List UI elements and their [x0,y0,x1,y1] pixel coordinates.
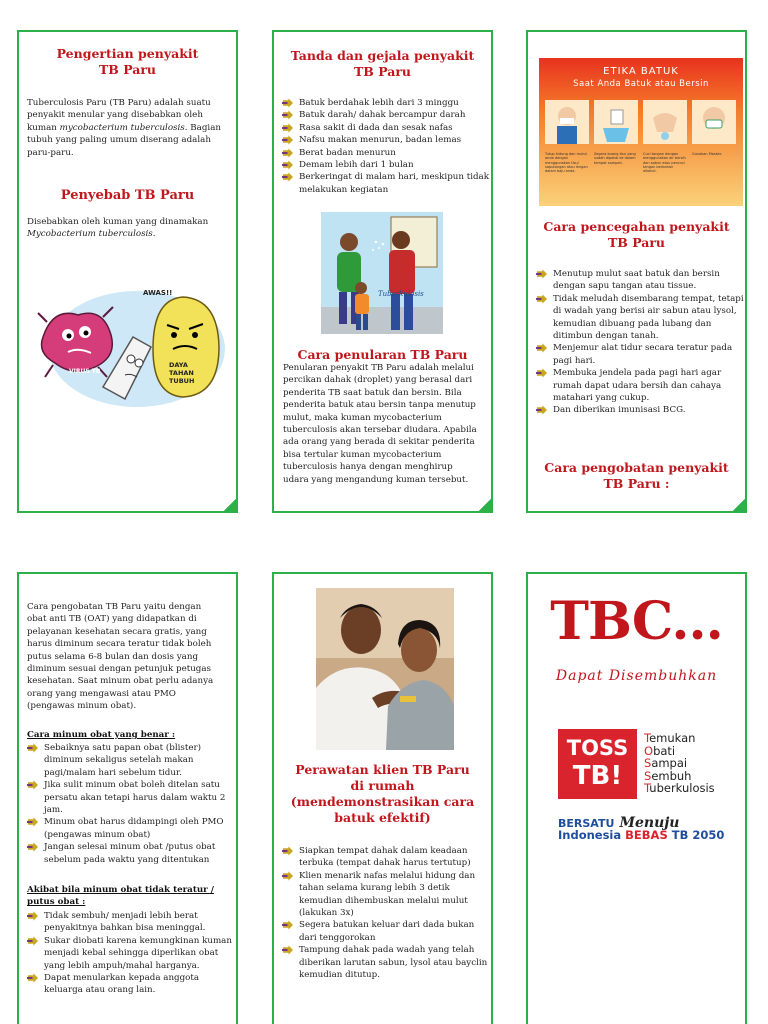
symptom-text: Demam lebih dari 1 bulan [299,160,414,171]
acronym-initial: S [644,768,652,783]
panel-cover [526,572,747,1024]
treatment-line: diminum sesuai dengan petunjuk petugas [27,664,211,675]
symptoms-title-line1: Tanda dan gejala penyakit [290,48,475,63]
symptom-text: Batuk darah/ dahak bercampur darah [299,110,466,121]
toss-acronym [644,732,715,795]
transmission-line: percikan dahak (droplet) yang berasal dari [283,375,473,386]
definition-title-line2: TB Paru [98,62,157,77]
nurse-demonstration-photo [316,588,454,750]
home-care-title [274,762,491,826]
symptom-text: Berkeringat di malam hari, meskipun tidak melakukan kegiatan [299,172,489,195]
logo-toss: TOSS [566,736,629,760]
prevention-title-line1: Cara pencegahan penyakit [543,219,730,234]
list-item [280,122,490,134]
definition-text [27,97,237,159]
treatment-line: pelayanan kesehatan secara gratis, yang [27,626,207,637]
acronym-rest: uberkulosis [649,781,715,796]
symptom-text: Rasa sakit di dada dan sesak nafas [299,122,453,133]
home-care-title-line1: Perawatan klien TB Paru [295,762,470,777]
acronym-initial: O [644,743,654,758]
effect-text: Tidak sembuh/ menjadi lebih berat penyakitnya bahkan bisa meninggal. [44,911,206,934]
bullet-arrow-icon [27,842,38,852]
definition-text-part: kuman [27,122,60,133]
bullet-arrow-icon [282,123,293,133]
tagline-bebas: BEBAS [625,828,668,842]
prevention-text: Dan diberikan imunisasi BCG. [553,405,686,416]
list-item [280,944,490,981]
transmission-title: Cara penularan TB Paru [297,347,468,362]
bullet-arrow-icon [282,148,293,158]
treatment-title [528,460,745,492]
list-item [534,404,744,416]
transmission-line: bisa tertular kuman mycobacterium [283,449,442,460]
list-item [534,293,744,343]
pathogen-name: mycobacterium tuberculosis [59,122,185,133]
list-item [25,972,235,997]
list-item [534,342,744,367]
cause-text [27,216,237,241]
cause-title: Penyebab TB Paru [60,188,195,203]
prevention-text: Menutup mulut saat batuk dan bersin dengan sapu tangan atau tissue. [553,269,720,292]
bullet-arrow-icon [536,294,547,304]
bullet-arrow-icon [27,973,38,983]
coughing-family-illustration [321,212,443,334]
list-item [280,919,490,944]
panel-prevention [526,30,747,513]
cause-line [27,228,237,240]
treatment-line: harus diminum secara teratur tidak boleh [27,639,212,650]
prevention-text: Tidak meludah disembarang tempat, tetapi di wadah yang berisi air sabun atau lysol, kemudian dibuang pada lubang dan ditimbun dengan tanah. [553,293,744,342]
step-text: Klien menarik nafas melalui hidung dan tahan selama kurang lebih 3 detik kemudian dihembuskan melalui mulut (lakukan 3x) [299,870,476,919]
definition-line: Tuberculosis Paru (TB Paru) adalah suatu [27,98,211,108]
poster-illustrations [543,98,739,148]
virus-label: VIRUS TB [69,368,101,375]
acronym-rest: bati [653,743,676,758]
acronym-rest: ampai [651,756,688,771]
panel-treatment [17,572,238,1024]
treatment-line: orang yang mengawasi atau PMO [27,688,176,699]
poster-caption: Gunakan Masker. [692,152,723,156]
immunity-label-1: DAYA [169,361,188,369]
immunity-label-2: TAHAN [169,369,194,377]
cause-pathogen: Mycobacterium tuberculosis. [27,229,156,240]
bullet-arrow-icon [536,368,547,378]
definition-line: penyakit menular yang disebabkan oleh [27,110,203,121]
cough-etiquette-poster [539,58,743,206]
howto-text: Minum obat harus didampingi oleh PMO (pengawas minum obat) [44,817,224,840]
prevention-text: Membuka jendela pada pagi hari agar rumah dapat udara bersih dan cahaya matahari yang cukup. [553,368,722,404]
illustration-label: Tuberkulosis [378,290,424,298]
acronym-initial: T [644,781,650,796]
howto-text: Jangan selesai minum obat /putus obat sebelum pada waktu yang ditentukan [44,842,216,865]
step-text: Tampung dahak pada wadah yang telah diberikan larutan sabun, lysol atau bayclin kemudian ditutup. [299,945,488,981]
toss-logo-block [558,729,637,799]
effect-title [27,884,237,909]
treatment-line: obat anti TB (OAT) yang didapatkan di [27,614,197,625]
panel-symptoms [272,30,493,513]
germ-vs-immunity-cartoon [33,277,229,417]
treatment-line: Cara pengobatan TB Paru yaitu dengan [27,602,202,612]
poster-title: ETIKA BATUK [603,66,679,77]
prevention-text: Menjemur alat tidur secara teratur pada pagi hari. [553,343,733,366]
transmission-text [283,362,493,486]
bullet-arrow-icon [27,911,38,921]
prevention-title-line2: TB Paru [607,235,666,250]
panel-definition [17,30,238,513]
treatment-title-line2: TB Paru : [603,476,670,491]
symptoms-title-line2: TB Paru [353,64,412,79]
cover-title: TBC... [550,591,723,652]
acronym-initial: S [644,756,652,771]
howto-text: Sebaiknya satu papan obat (blister) diminum sekaligus setelah makan pagi/malam hari sebelum tidur. [44,743,202,778]
list-item [280,147,490,159]
transmission-line: tuberculosis akan tersebar diudara. Apabila [283,425,477,436]
home-care-title-line2: di rumah [350,778,415,793]
acronym-initial: T [644,731,650,745]
bullet-arrow-icon [27,743,38,753]
list-item [280,97,490,109]
transmission-line: mulut, maka kuman mycobacterium [283,412,442,423]
tagline-tb2050: TB 2050 [671,828,725,842]
list-item [25,910,235,935]
treatment-line: putus selama 6-8 bulan dan dosis yang [27,651,199,662]
symptom-text: Berat badan menurun [299,147,396,158]
step-text: Segera batukan keluar dari dada bukan dari tenggorokan [299,920,475,943]
transmission-line: penderita batuk atau bersin tanpa menutup [283,400,476,411]
bullet-arrow-icon [536,269,547,279]
symptom-text: Batuk berdahak lebih dari 3 minggu [299,98,459,108]
bullet-arrow-icon [282,945,293,955]
list-item [25,935,235,972]
tagline-indonesia: Indonesia [558,828,622,842]
bullet-arrow-icon [27,780,38,790]
transmission-line: udara yang mengandung kuman tersebut. [283,474,469,485]
bullet-arrow-icon [282,846,293,856]
bullet-arrow-icon [27,936,38,946]
definition-title-line1: Pengertian penyakit [56,46,199,61]
bullet-arrow-icon [27,817,38,827]
transmission-line: Penularan penyakit TB Paru adalah melalui [283,363,474,373]
cause-line: Disebabkan oleh kuman yang dinamakan [27,217,209,227]
cough-steps-list [280,845,490,981]
bullet-arrow-icon [536,405,547,415]
warning-label: AWAS!! [143,289,173,297]
poster-caption: Segera buang tisu yang sudah dipakai ke dalam tempat sampah. [594,152,636,165]
poster-subtitle: Saat Anda Batuk atau Bersin [573,79,709,89]
symptoms-title [274,48,491,80]
definition-line: paru-paru. [27,147,74,158]
treatment-line: (pengawas minum obat). [27,701,137,712]
bullet-arrow-icon [536,343,547,353]
bullet-arrow-icon [282,920,293,930]
bullet-arrow-icon [282,172,293,182]
tagline-bersatu: BERSATU [558,817,615,830]
effect-text: Sukar diobati karena kemungkinan kuman menjadi kebal sehingga diperlikan obat yang lebih ampuh/mahal harganya. [44,935,232,971]
definition-title [19,46,236,78]
prevention-list [534,268,744,417]
acronym-rest: embuh [651,768,692,783]
bullet-arrow-icon [282,98,293,108]
definition-line: tubuh yang paling umum diserang adalah [27,135,211,146]
effect-title-line2: putus obat : [27,897,86,908]
transmission-line: tuberculosis hanya dengan menghirup [283,462,453,473]
acronym-rest: emukan [649,731,696,745]
bullet-arrow-icon [282,871,293,881]
list-item [25,816,235,841]
list-item [280,171,490,196]
howto-text: Jika sulit minum obat boleh ditelan satu persatu akan tetapi harus dalam waktu 2 jam. [44,780,226,816]
prevention-title [528,219,745,251]
definition-line [27,122,237,134]
bullet-arrow-icon [282,135,293,145]
list-item [280,109,490,121]
list-item [280,845,490,870]
home-care-title-line3: (mendemonstrasikan cara [290,794,475,809]
toss-tb-logo [558,729,738,809]
logo-tb: TB! [572,761,623,791]
immunity-label-3: TUBUH [169,377,195,385]
symptom-text: Nafsu makan menurun, badan lemas [299,135,462,146]
effects-list [25,910,235,997]
symptoms-list [280,97,490,196]
transmission-line: ada orang yang berada di sekitar penderita [283,437,475,448]
list-item [25,841,235,866]
poster-captions [543,152,739,192]
list-item [534,268,744,293]
indonesia-tagline [558,828,747,842]
transmission-line: penderita TB saat batuk dan bersin. Bila [283,387,462,398]
list-item [280,159,490,171]
howto-title: Cara minum obat yang benar : [27,730,176,740]
effect-title-line1: Akibat bila minum obat tidak teratur / [27,885,214,895]
cover-subtitle: Dapat Disembuhkan [555,668,718,684]
list-item [280,870,490,920]
poster-caption: Tutup hidung dan mulut anda dengan menggunakan tisu/ saputangan atau lengan dalam baju anda. [545,152,588,174]
list-item [280,134,490,146]
acronym-line [644,782,715,795]
treatment-intro [27,601,237,713]
howto-list [25,742,235,866]
treatment-title-line1: Cara pengobatan penyakit [544,460,729,475]
panel-home-care [272,572,493,1024]
definition-text-part: . Bagian [184,122,221,133]
poster-caption: Cuci tangan dengan menggunakan air bersih dan sabun atau pencuci tangan berbahan alkohol. [643,152,686,174]
step-text: Siapkan tempat dahak dalam keadaan terbuka (tempat dahak harus tertutup) [299,846,471,869]
home-care-title-line4: batuk efektif) [334,810,431,825]
list-item [25,742,235,779]
immunity-character [153,297,219,397]
bullet-arrow-icon [282,160,293,170]
list-item [25,779,235,816]
treatment-line: kesehatan. Saat minum obat perlu adanya [27,676,214,687]
bullet-arrow-icon [282,110,293,120]
list-item [534,367,744,404]
tagline-menuju: Menuju [619,815,680,831]
effect-text: Dapat menularkan kepada anggota keluarga atau orang lain. [44,973,200,996]
